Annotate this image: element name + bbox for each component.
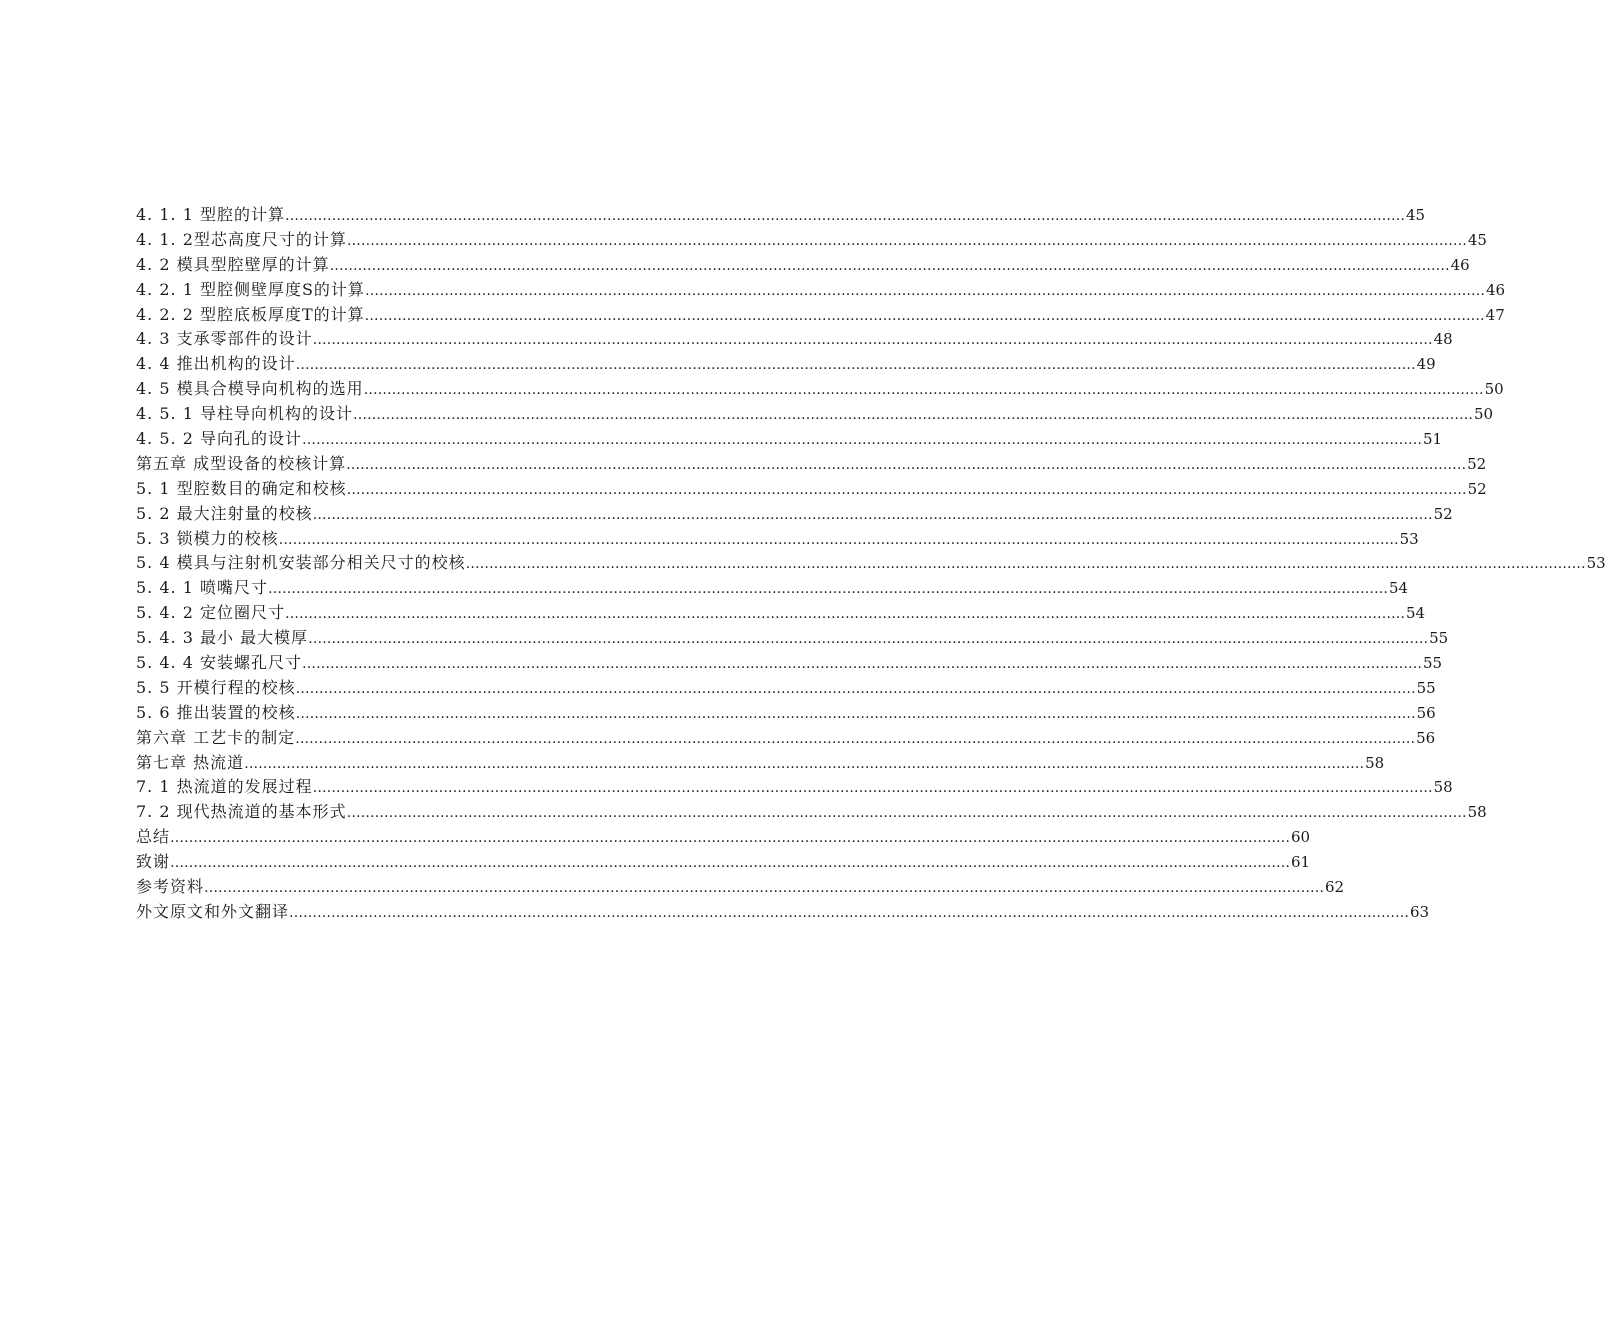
toc-entry-title: 5. 3 锁模力的校核 xyxy=(136,528,279,548)
toc-entry-title: 5. 4. 4 安装螺孔尺寸 xyxy=(136,653,302,673)
toc-entry-page-number: 55 xyxy=(1429,629,1449,648)
toc-entry-title: 5. 4 模具与注射机安装部分相关尺寸的校核 xyxy=(136,553,466,573)
toc-entry xyxy=(136,278,1506,303)
toc-leader-dots: …………………………………………………………………………………………………………………………………………………………………………………………………………………… xyxy=(278,531,1399,548)
toc-entry xyxy=(136,751,1385,776)
toc-leader-dots: …………………………………………………………………………………………………………………………………………………………………………………………………………………… xyxy=(244,755,1365,772)
toc-entry xyxy=(136,377,1504,402)
toc-entry-page-number: 56 xyxy=(1416,728,1436,747)
toc-entry xyxy=(136,352,1436,377)
toc-entry xyxy=(136,551,1606,576)
toc-leader-dots: …………………………………………………………………………………………………………………………………………………………………………………………………………………… xyxy=(312,332,1433,349)
toc-entry-page-number: 47 xyxy=(1485,305,1505,324)
toc-leader-dots: …………………………………………………………………………………………………………………………………………………………………………………………………………………… xyxy=(312,506,1433,523)
toc-entry xyxy=(136,402,1494,427)
toc-entry-page-number: 58 xyxy=(1365,753,1385,772)
toc-entry-page-number: 58 xyxy=(1433,778,1453,797)
toc-leader-dots: …………………………………………………………………………………………………………………………………………………………………………………………………………………… xyxy=(312,780,1433,797)
toc-leader-dots: …………………………………………………………………………………………………………………………………………………………………………………………………………………… xyxy=(170,830,1291,847)
toc-entry xyxy=(136,775,1453,800)
toc-leader-dots: …………………………………………………………………………………………………………………………………………………………………………………………………………………… xyxy=(346,805,1467,822)
toc-leader-dots: …………………………………………………………………………………………………………………………………………………………………………………………………………………… xyxy=(204,880,1325,897)
toc-entry xyxy=(136,576,1409,601)
toc-leader-dots: …………………………………………………………………………………………………………………………………………………………………………………………………………………… xyxy=(170,855,1291,872)
toc-leader-dots: …………………………………………………………………………………………………………………………………………………………………………………………………………………… xyxy=(329,257,1450,274)
toc-leader-dots: …………………………………………………………………………………………………………………………………………………………………………………………………………………… xyxy=(346,456,1467,473)
toc-entry-page-number: 53 xyxy=(1399,529,1419,548)
toc-entry xyxy=(136,726,1436,751)
toc-entry-title: 7. 1 热流道的发展过程 xyxy=(136,777,313,797)
toc-entry-title: 外文原文和外文翻译 xyxy=(136,901,290,921)
toc-entry-title: 7. 2 现代热流道的基本形式 xyxy=(136,802,347,822)
toc-leader-dots: …………………………………………………………………………………………………………………………………………………………………………………………………………………… xyxy=(284,208,1405,224)
toc-entry xyxy=(136,900,1430,925)
toc-entry xyxy=(136,601,1426,626)
toc-entry xyxy=(136,875,1345,900)
toc-entry-title: 4. 4 推出机构的设计 xyxy=(136,354,296,374)
toc-entry-page-number: 53 xyxy=(1586,554,1606,573)
toc-entry-title: 4. 2. 2 型腔底板厚度T的计算 xyxy=(136,304,365,324)
toc-entry-title: 5. 4. 2 定位圈尺寸 xyxy=(136,603,285,623)
table-of-contents xyxy=(136,203,1606,925)
toc-entry xyxy=(136,850,1311,875)
toc-leader-dots: …………………………………………………………………………………………………………………………………………………………………………………………………………………… xyxy=(301,656,1422,673)
toc-entry xyxy=(136,427,1443,452)
toc-leader-dots: …………………………………………………………………………………………………………………………………………………………………………………………………………………… xyxy=(363,382,1484,399)
toc-entry-title: 4. 2. 1 型腔侧壁厚度S的计算 xyxy=(136,279,365,299)
toc-entry xyxy=(136,253,1470,278)
toc-leader-dots: …………………………………………………………………………………………………………………………………………………………………………………………………………………… xyxy=(364,307,1485,324)
toc-entry-page-number: 49 xyxy=(1416,355,1436,374)
toc-entry xyxy=(136,676,1436,701)
toc-entry xyxy=(136,626,1449,651)
toc-entry-page-number: 50 xyxy=(1473,405,1494,424)
toc-entry xyxy=(136,228,1487,253)
toc-leader-dots: …………………………………………………………………………………………………………………………………………………………………………………………………………………… xyxy=(301,432,1422,449)
toc-leader-dots: …………………………………………………………………………………………………………………………………………………………………………………………………………………… xyxy=(267,581,1388,598)
toc-entry-title: 第五章 成型设备的校核计算 xyxy=(136,453,347,473)
toc-leader-dots: …………………………………………………………………………………………………………………………………………………………………………………………………………………… xyxy=(364,282,1485,299)
toc-entry-title: 5. 2 最大注射量的校核 xyxy=(136,503,313,523)
toc-entry-page-number: 62 xyxy=(1325,878,1345,897)
toc-entry-page-number: 50 xyxy=(1484,380,1504,399)
toc-leader-dots: …………………………………………………………………………………………………………………………………………………………………………………………………………………… xyxy=(346,481,1467,498)
toc-entry-page-number: 51 xyxy=(1422,430,1443,449)
toc-entry xyxy=(136,502,1453,527)
toc-entry-page-number: 45 xyxy=(1405,206,1426,224)
toc-entry xyxy=(136,701,1436,726)
toc-entry xyxy=(136,825,1311,850)
toc-entry-page-number: 55 xyxy=(1422,654,1443,673)
toc-entry-title: 致谢 xyxy=(136,852,171,872)
toc-entry-page-number: 52 xyxy=(1467,454,1487,473)
toc-entry-page-number: 48 xyxy=(1433,330,1453,349)
toc-entry-page-number: 60 xyxy=(1291,828,1311,847)
toc-leader-dots: …………………………………………………………………………………………………………………………………………………………………………………………………………………… xyxy=(284,606,1405,623)
toc-entry-title: 4. 2 模具型腔壁厚的计算 xyxy=(136,254,330,274)
toc-entry-title: 4. 1. 1 型腔的计算 xyxy=(136,205,285,224)
toc-leader-dots: …………………………………………………………………………………………………………………………………………………………………………………………………………………… xyxy=(295,357,1416,374)
toc-entry xyxy=(136,477,1487,502)
toc-entry-title: 4. 5. 1 导柱导向机构的设计 xyxy=(136,404,353,424)
toc-entry-title: 第六章 工艺卡的制定 xyxy=(136,727,296,747)
toc-entry xyxy=(136,651,1443,676)
toc-entry-title: 第七章 热流道 xyxy=(136,752,245,772)
toc-leader-dots: …………………………………………………………………………………………………………………………………………………………………………………………………………………… xyxy=(465,556,1586,573)
toc-entry-page-number: 54 xyxy=(1405,604,1426,623)
toc-leader-dots: …………………………………………………………………………………………………………………………………………………………………………………………………………………… xyxy=(295,705,1416,722)
toc-entry-page-number: 56 xyxy=(1416,703,1436,722)
toc-leader-dots: …………………………………………………………………………………………………………………………………………………………………………………………………………………… xyxy=(352,407,1473,424)
toc-entry-page-number: 61 xyxy=(1291,853,1311,872)
toc-entry-title: 4. 5 模具合模导向机构的选用 xyxy=(136,379,364,399)
toc-entry-title: 5. 5 开模行程的校核 xyxy=(136,677,296,697)
toc-entry-title: 5. 4. 3 最小 最大模厚 xyxy=(136,628,309,648)
toc-entry xyxy=(136,527,1419,552)
toc-entry-title: 4. 1. 2型芯高度尺寸的计算 xyxy=(136,229,347,249)
toc-entry-page-number: 63 xyxy=(1410,902,1430,921)
toc-entry-page-number: 52 xyxy=(1433,504,1453,523)
toc-entry xyxy=(136,303,1505,328)
toc-entry-page-number: 45 xyxy=(1467,230,1487,249)
toc-entry xyxy=(136,203,1426,228)
toc-leader-dots: …………………………………………………………………………………………………………………………………………………………………………………………………………………… xyxy=(308,631,1429,648)
toc-entry-page-number: 58 xyxy=(1467,803,1487,822)
toc-entry-title: 参考资料 xyxy=(136,877,205,897)
toc-entry-title: 5. 1 型腔数目的确定和校核 xyxy=(136,478,347,498)
toc-leader-dots: …………………………………………………………………………………………………………………………………………………………………………………………………………………… xyxy=(295,730,1416,747)
toc-leader-dots: …………………………………………………………………………………………………………………………………………………………………………………………………………………… xyxy=(295,680,1416,697)
toc-entry-title: 4. 5. 2 导向孔的设计 xyxy=(136,429,302,449)
toc-entry-title: 总结 xyxy=(136,827,171,847)
toc-entry-page-number: 46 xyxy=(1485,280,1506,299)
toc-entry-page-number: 55 xyxy=(1416,678,1436,697)
toc-entry-title: 4. 3 支承零部件的设计 xyxy=(136,329,313,349)
toc-entry xyxy=(136,800,1487,825)
toc-entry xyxy=(136,327,1453,352)
toc-entry-title: 5. 6 推出装置的校核 xyxy=(136,702,296,722)
toc-entry-page-number: 52 xyxy=(1467,479,1487,498)
toc-entry xyxy=(136,452,1487,477)
toc-leader-dots: …………………………………………………………………………………………………………………………………………………………………………………………………………………… xyxy=(289,904,1410,921)
toc-entry-title: 5. 4. 1 喷嘴尺寸 xyxy=(136,578,268,598)
toc-entry-page-number: 46 xyxy=(1450,255,1470,274)
toc-entry-page-number: 54 xyxy=(1388,579,1409,598)
toc-leader-dots: …………………………………………………………………………………………………………………………………………………………………………………………………………………… xyxy=(346,232,1467,249)
